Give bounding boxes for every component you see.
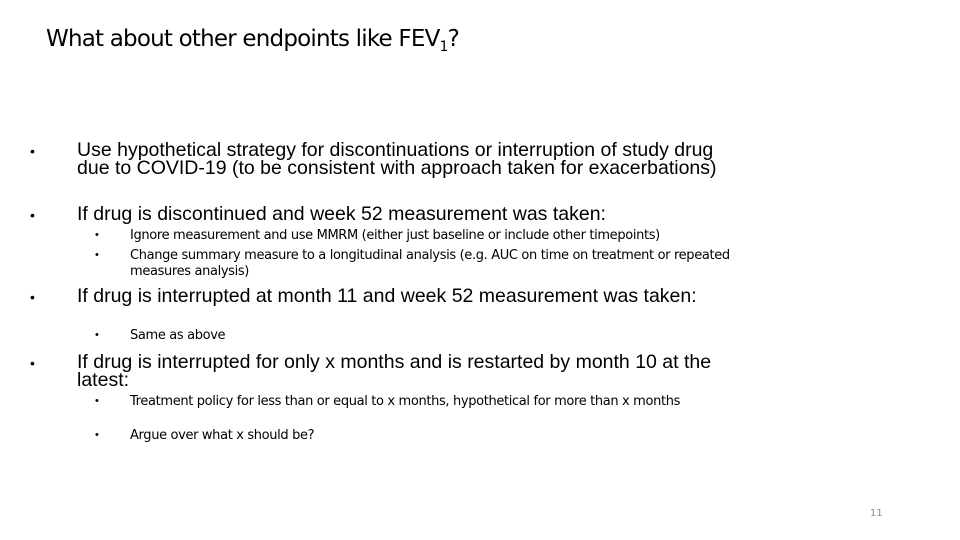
title-subscript: 1 (439, 39, 448, 55)
bullet-text: If drug is discontinued and week 52 measurement was taken: (77, 203, 606, 225)
page-number: 11 (870, 508, 883, 519)
sub-bullet-text: Same as above (130, 328, 226, 343)
title-main: What about other endpoints like FEV (46, 26, 440, 52)
sub-bullet-icon: • (95, 429, 99, 441)
sub-bullet-text: Treatment policy for less than or equal to x months, hypothetical for more than x months (130, 394, 681, 409)
sub-bullet-text: Change summary measure to a longitudinal analysis (e.g. AUC on time on treatment or repeated measures analysis) (130, 248, 730, 279)
bullet-text: Use hypothetical strategy for discontinuations or interruption of study drug due to COVID-19 (to be consistent with approach taken for exacerbations) (77, 139, 717, 179)
bullet-icon: • (30, 143, 35, 159)
bullet-icon: • (30, 355, 35, 371)
title-end: ? (447, 26, 460, 52)
bullet-text: If drug is interrupted for only x months and is restarted by month 10 at the latest: (77, 351, 712, 391)
bullet-icon: • (30, 207, 35, 223)
sub-bullet-text: Ignore measurement and use MMRM (either just baseline or include other timepoints) (130, 228, 660, 243)
bullet-text: If drug is interrupted at month 11 and week 52 measurement was taken: (77, 285, 697, 307)
sub-bullet-icon: • (95, 329, 99, 341)
sub-bullet-icon: • (95, 229, 99, 241)
slide-title (46, 22, 459, 56)
sub-bullet-text: Argue over what x should be? (130, 428, 315, 443)
sub-bullet-icon: • (95, 249, 99, 261)
sub-bullet-icon: • (95, 395, 99, 407)
bullet-icon: • (30, 289, 35, 305)
